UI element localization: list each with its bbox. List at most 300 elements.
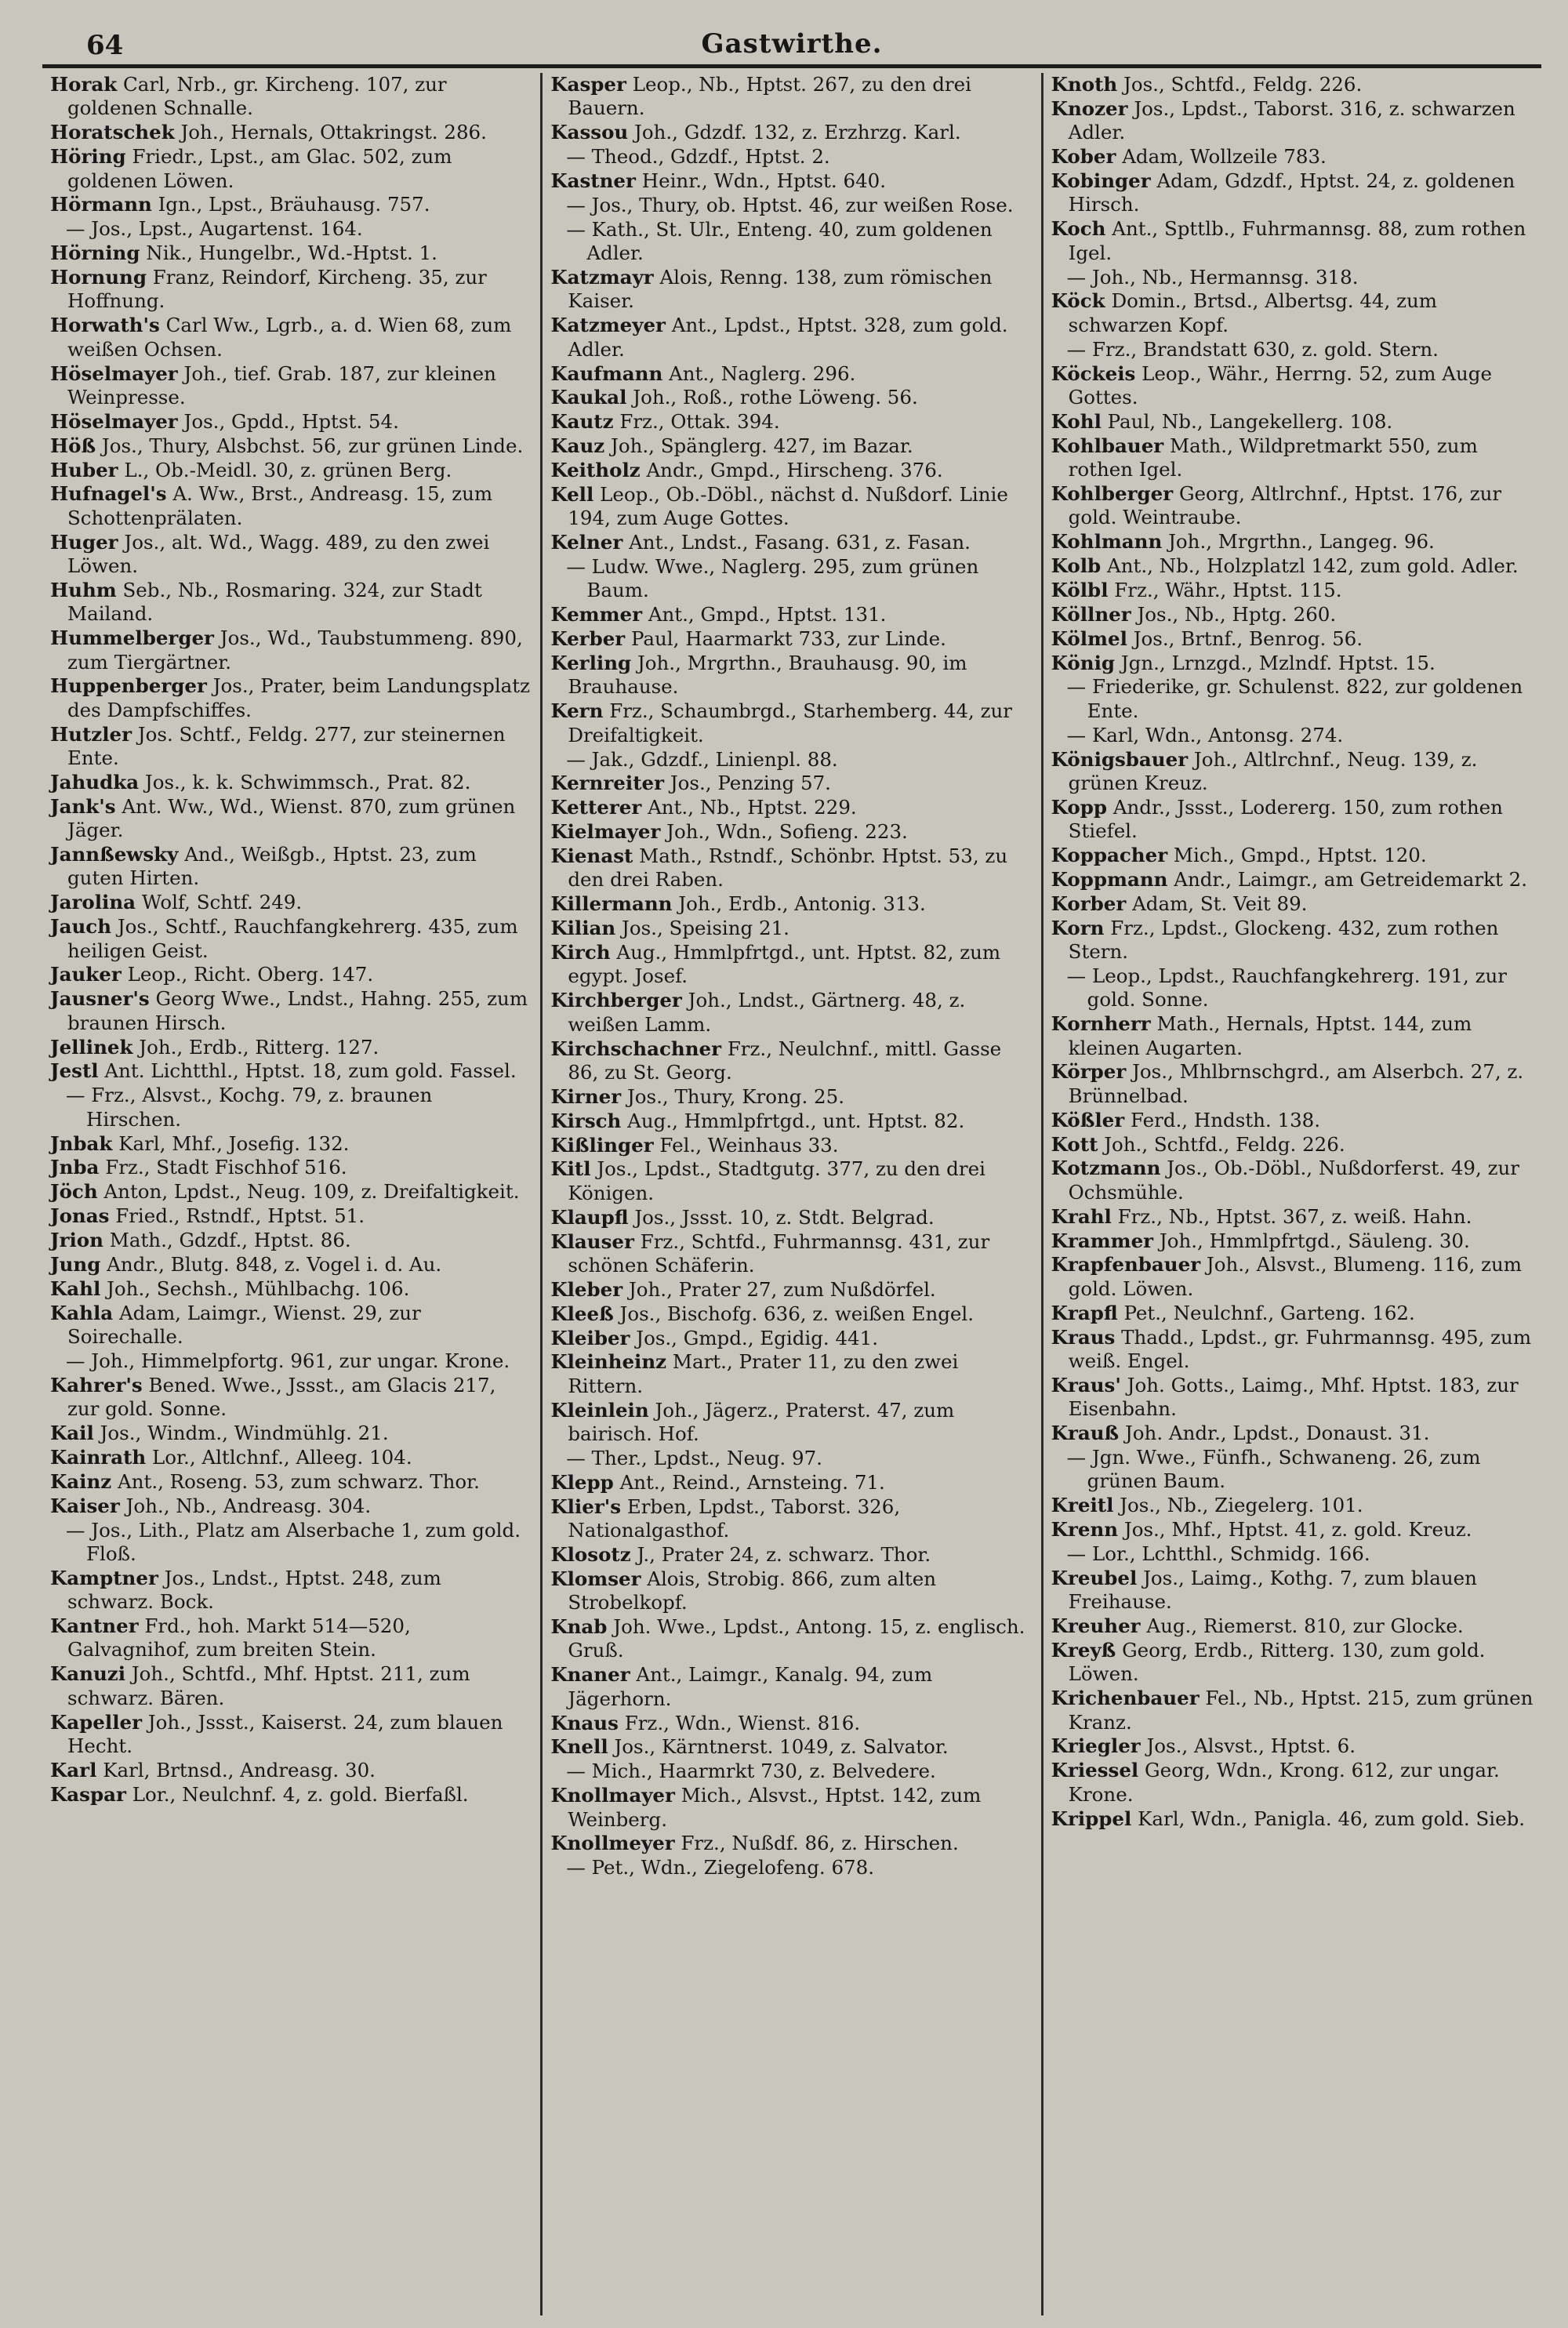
entry-text: Joh., Mrgrthn., Brauhausg. 90, im Brauhause. (568, 652, 967, 699)
directory-entry (1051, 796, 1534, 844)
entry-name: Krenn (1051, 1518, 1119, 1541)
entry-text: Jos., Lpdst., Taborst. 316, z. schwarzen Adler. (1068, 96, 1515, 144)
entry-name: Kopp (1051, 795, 1108, 819)
entry-text: Joh., Schtfd., Mhf. Hptst. 211, zum schwarz. Bären. (67, 1662, 470, 1709)
entry-name: Krahl (1051, 1204, 1112, 1228)
entry-name: Kahrer's (50, 1373, 143, 1396)
entry-text: Mich., Gmpd., Hptst. 120. (1173, 844, 1427, 866)
entry-text: Thadd., Lpdst., gr. Fuhrmannsg. 495, zum weiß. Engel. (1068, 1325, 1532, 1372)
directory-entry (1051, 1807, 1534, 1831)
entry-name: Kemmer (550, 603, 643, 626)
entry-name: Kreubel (1051, 1566, 1138, 1589)
entry-name: Huger (50, 530, 118, 554)
entry-name: Jellinek (50, 1035, 133, 1059)
entry-text: Domin., Brtsd., Albertsg. 44, zum schwarzen Kopf. (1068, 289, 1438, 336)
directory-entry (1051, 1759, 1534, 1807)
entry-text: Jos., Ob.-Döbl., Nußdorferst. 49, zur Ochsmühle. (1068, 1157, 1519, 1204)
directory-entry (50, 1519, 532, 1567)
directory-entry (550, 1206, 1033, 1229)
entry-name: Knab (550, 1615, 608, 1638)
entry-text: Frz., Nb., Hptst. 367, z. weiß. Hahn. (1117, 1204, 1472, 1228)
entry-text: — Ther., Lpdst., Neug. 97. (566, 1446, 822, 1469)
entry-name: Jausner's (50, 987, 150, 1011)
entry-text: Frz., Stadt Fischhof 516. (105, 1156, 347, 1179)
directory-entry (550, 603, 1033, 626)
entry-text: Joh., Mrgrthn., Langeg. 96. (1168, 530, 1435, 554)
entry-name: Kreuher (1051, 1614, 1141, 1637)
directory-entry (50, 1253, 532, 1277)
directory-entry (1051, 97, 1534, 145)
entry-name: Klier's (550, 1494, 622, 1518)
entry-name: Jauker (50, 963, 122, 986)
directory-entry (50, 723, 532, 771)
entry-text: Fried., Rstndf., Hptst. 51. (115, 1204, 365, 1228)
entry-text: Aug., Hmmlpfrtgd., unt. Hptst. 82. (627, 1109, 965, 1132)
directory-entry (1051, 289, 1534, 337)
directory-entry (1051, 266, 1534, 289)
entry-name: Krapfenbauer (1051, 1253, 1201, 1277)
directory-entry (550, 531, 1033, 554)
entry-text: Ant., Laimgr., Kanalg. 94, zum Jägerhorn. (568, 1663, 933, 1710)
entry-name: Klosotz (550, 1542, 631, 1566)
entry-name: Kerber (550, 627, 626, 651)
entry-text: Joh., Erdb., Antonig. 313. (678, 892, 926, 916)
directory-entry (1051, 1157, 1534, 1204)
directory-entry (550, 483, 1033, 531)
entry-name: Köllner (1051, 602, 1131, 626)
entry-text: Georg, Altlrchnf., Hptst. 176, zur gold. Weintraube. (1068, 481, 1502, 529)
entry-name: Kobinger (1051, 169, 1151, 192)
entry-text: Erben, Lpdst., Taborst. 326, Nationalgasthof. (568, 1494, 901, 1542)
directory-entry (50, 915, 532, 963)
directory-entry (1051, 1542, 1534, 1566)
entry-text: Frz., Währ., Hptst. 115. (1114, 578, 1342, 601)
entry-text: Mich., Alsvst., Hptst. 142, zum Weinberg. (568, 1784, 982, 1831)
entry-name: Jöch (50, 1180, 98, 1204)
entry-name: Jank's (50, 794, 116, 818)
entry-text: Joh., Nb., Andreasg. 304. (125, 1494, 372, 1517)
directory-entry (50, 1374, 532, 1422)
directory-entry (550, 820, 1033, 844)
entry-name: Jonas (50, 1204, 110, 1228)
directory-entry (50, 1494, 532, 1518)
directory-entry (1051, 1639, 1534, 1687)
entry-text: Jos., Gmpd., Egidig. 441. (636, 1326, 879, 1349)
entry-text: — Jos., Lpst., Augartenst. 164. (66, 217, 363, 241)
directory-entry (50, 1567, 532, 1614)
directory-entry (50, 362, 532, 410)
entry-text: Karl, Brtnsd., Andreasg. 30. (103, 1758, 376, 1781)
entry-text: Leop., Richt. Oberg. 147. (127, 963, 374, 986)
directory-entry (550, 892, 1033, 916)
entry-name: Kail (50, 1422, 94, 1444)
directory-entry (50, 410, 532, 434)
entry-name: Kell (550, 482, 594, 506)
directory-entry (550, 1278, 1033, 1302)
entry-text: Ferd., Hndsth. 138. (1130, 1108, 1321, 1131)
directory-entry (1051, 1374, 1534, 1422)
entry-text: Math., Rstndf., Schönbr. Hptst. 53, zu den drei Raben. (568, 844, 1008, 892)
directory-entry (1051, 530, 1534, 554)
directory-entry (1051, 868, 1534, 892)
directory-entry (1051, 1614, 1534, 1638)
directory-entry (50, 1470, 532, 1494)
directory-entry (50, 217, 532, 241)
entry-text: Jos., Thury, Krong. 25. (626, 1084, 845, 1108)
entry-text: Jos., Gpdd., Hptst. 54. (183, 409, 399, 433)
directory-entry (550, 844, 1033, 892)
entry-text: Jos., Kärntnerst. 1049, z. Salvator. (614, 1735, 949, 1759)
entry-text: Math., Hernals, Hptst. 144, zum kleinen Augarten. (1068, 1012, 1472, 1059)
directory-entry (550, 386, 1033, 409)
entry-name: Killermann (550, 892, 673, 916)
entry-name: Kotzmann (1051, 1157, 1161, 1180)
directory-entry (1051, 217, 1534, 265)
directory-entry (50, 1084, 532, 1131)
entry-name: Krauß (1051, 1422, 1120, 1444)
entry-name: Kohlberger (1051, 481, 1174, 505)
entry-text: Ign., Lpst., Bräuhausg. 757. (158, 193, 430, 216)
directory-entry (550, 1495, 1033, 1543)
entry-text: Joh., Erdb., Ritterg. 127. (139, 1035, 379, 1059)
entry-name: Kirchschachner (550, 1037, 722, 1060)
directory-entry (50, 579, 532, 626)
entry-text: Mart., Prater 11, zu den zwei Rittern. (568, 1350, 959, 1397)
directory-entry (50, 963, 532, 986)
entry-name: Kielmayer (550, 820, 661, 844)
entry-text: Franz, Reindorf, Kircheng. 35, zur Hoffnung. (67, 266, 487, 313)
entry-text: Georg, Erdb., Ritterg. 130, zum gold. Löwen. (1068, 1638, 1486, 1686)
directory-entry (550, 796, 1033, 819)
entry-text: Jgn., Lrnzgd., Mzlndf. Hptst. 15. (1120, 651, 1436, 674)
directory-entry (550, 1110, 1033, 1133)
directory-entry (550, 459, 1033, 482)
directory-entry (50, 1783, 532, 1807)
entry-text: J., Prater 24, z. schwarz. Thor. (637, 1542, 931, 1566)
entry-name: Kölmel (1051, 626, 1127, 650)
directory-entry (50, 843, 532, 891)
entry-text: — Mich., Haarmrkt 730, z. Belvedere. (566, 1760, 936, 1783)
directory-entry (550, 772, 1033, 795)
directory-entry (50, 1229, 532, 1252)
entry-name: Hörmann (50, 193, 152, 216)
directory-entry (50, 266, 532, 314)
directory-entry (50, 145, 532, 193)
entry-text: Jos. Schtf., Feldg. 277, zur steinernen Ente. (67, 722, 506, 769)
entry-name: Klauser (550, 1229, 634, 1253)
directory-entry (1051, 1518, 1534, 1542)
directory-entry (550, 1712, 1033, 1735)
page-number: 64 (86, 30, 124, 61)
directory-entry (1051, 1326, 1534, 1374)
directory-entry (550, 314, 1033, 361)
entry-name: Krammer (1051, 1229, 1154, 1252)
entry-name: Kohl (1051, 409, 1102, 433)
entry-text: L., Ob.-Meidl. 30, z. grünen Berg. (124, 458, 452, 481)
entry-text: Aug., Riemerst. 810, zur Glocke. (1146, 1614, 1464, 1637)
directory-entry (550, 218, 1033, 266)
entry-text: Nik., Hungelbr., Wd.-Hptst. 1. (146, 242, 437, 265)
entry-name: Kaufmann (550, 361, 663, 385)
entry-name: Krapfl (1051, 1301, 1118, 1324)
entry-name: Huber (50, 458, 118, 481)
directory-entry (50, 987, 532, 1035)
directory-entry (550, 652, 1033, 699)
entry-name: Klaupfl (550, 1205, 629, 1229)
directory-entry (1051, 1302, 1534, 1325)
entry-text: Ant., Lpdst., Hptst. 328, zum gold. Adler. (568, 314, 1008, 361)
entry-text: Joh. Gotts., Laimg., Mhf. Hptst. 183, zur Eisenbahn. (1068, 1373, 1519, 1421)
entry-name: Königsbauer (1051, 747, 1189, 771)
entry-name: Horak (50, 73, 118, 96)
directory-entry (550, 748, 1033, 772)
page-header (42, 22, 1541, 68)
entry-text: Frz., Wdn., Wienst. 816. (624, 1711, 861, 1734)
entry-name: Kamptner (50, 1566, 158, 1589)
entry-text: — Jos., Lith., Platz am Alserbache 1, zum gold. Floß. (66, 1518, 521, 1565)
entry-text: Ant., Naglerg. 296. (669, 361, 856, 385)
directory-entry (550, 434, 1033, 458)
directory-entry (1051, 338, 1534, 361)
entry-name: Keitholz (550, 459, 641, 481)
directory-entry (1051, 1133, 1534, 1157)
entry-text: Joh., Hernals, Ottakringst. 286. (180, 121, 487, 144)
directory-entry (550, 1471, 1033, 1494)
directory-entry (50, 1614, 532, 1662)
entry-text: — Jgn. Wwe., Fünfh., Schwaneng. 26, zum grünen Baum. (1066, 1445, 1481, 1493)
entry-text: Joh., Prater 27, zum Nußdörfel. (628, 1277, 936, 1301)
entry-text: Jos., Lndst., Hptst. 248, zum schwarz. Bock. (67, 1566, 441, 1614)
entry-text: Ant. Lichtthl., Hptst. 18, zum gold. Fassel. (104, 1059, 517, 1083)
entry-name: Kern (550, 699, 604, 723)
entry-name: Jannßewsky (50, 843, 179, 866)
entry-text: Frz., Neulchnf., mittl. Gasse 86, zu St. Georg. (568, 1037, 1002, 1084)
entry-name: Köckeis (1051, 361, 1136, 385)
entry-name: Kreitl (1051, 1494, 1114, 1517)
directory-entry (550, 1230, 1033, 1278)
entry-text: Jos., Mhlbrnschgrd., am Alserbch. 27, z. Brünnelbad. (1068, 1060, 1524, 1107)
entry-text: Joh. Wwe., Lpdst., Antong. 15, z. englisch. Gruß. (568, 1615, 1025, 1662)
entry-text: Joh., Gdzdf. 132, z. Erzhrzg. Karl. (634, 121, 961, 144)
directory-entry (50, 1302, 532, 1349)
entry-name: Kißlinger (550, 1133, 654, 1157)
entry-text: — Frz., Alsvst., Kochg. 79, z. braunen Hirschen. (66, 1084, 433, 1131)
entry-text: Ant., Nb., Hptst. 229. (648, 796, 857, 819)
entry-name: Katzmeyer (550, 314, 666, 337)
entry-text: Joh., tief. Grab. 187, zur kleinen Weinpresse. (67, 361, 496, 409)
entry-text: Lor., Neulchnf. 4, z. gold. Bierfaßl. (132, 1782, 469, 1806)
entry-text: Ant., Roseng. 53, zum schwarz. Thor. (118, 1469, 480, 1493)
entry-text: Adam, Gdzdf., Hptst. 24, z. goldenen Hirsch. (1068, 169, 1515, 216)
entry-text: Jos., Penzing 57. (670, 772, 831, 795)
entry-name: Krippel (1051, 1807, 1132, 1830)
entry-text: Jos., Thury, Alsbchst. 56, zur grünen Linde. (101, 434, 524, 457)
directory-entry (1051, 1109, 1534, 1132)
directory-entry (1051, 844, 1534, 867)
entry-name: Höselmayer (50, 361, 178, 385)
entry-text: Adam, St. Veit 89. (1132, 892, 1308, 915)
entry-name: Kreyß (1051, 1638, 1116, 1662)
entry-name: Hornung (50, 266, 147, 289)
entry-name: Korn (1051, 916, 1105, 939)
directory-entry (1051, 724, 1534, 747)
entry-name: Kraus (1051, 1325, 1116, 1349)
entry-text: Ant., Gmpd., Hptst. 131. (648, 603, 887, 626)
entry-text: Frz., Schtfd., Fuhrmannsg. 431, zur schönen Schäferin. (568, 1229, 990, 1277)
entry-text: Pet., Neulchnf., Garteng. 162. (1123, 1301, 1415, 1324)
directory-entry (550, 699, 1033, 747)
directory-entry (1051, 652, 1534, 675)
entry-text: Joh. Andr., Lpdst., Donaust. 31. (1124, 1422, 1430, 1444)
entry-text: — Lor., Lchtthl., Schmidg. 166. (1066, 1542, 1370, 1565)
entry-text: Adam, Laimgr., Wienst. 29, zur Soirechalle. (67, 1301, 421, 1348)
directory-entry (1051, 169, 1534, 217)
entry-name: Kelner (550, 531, 623, 554)
directory-entry (50, 121, 532, 144)
directory-entry (550, 1663, 1033, 1711)
entry-name: Kleeß (550, 1302, 614, 1325)
entry-name: Huhm (50, 578, 117, 601)
entry-text: Fel., Weinhaus 33. (659, 1133, 839, 1157)
directory-entry (50, 1156, 532, 1179)
entry-name: Jahudka (50, 770, 140, 794)
entry-text: Lor., Altlchnf., Alleeg. 104. (152, 1445, 412, 1469)
entry-name: Kölbl (1051, 578, 1109, 601)
entry-name: Kößler (1051, 1108, 1125, 1131)
directory-entry (1051, 362, 1534, 410)
directory-entry (550, 1134, 1033, 1157)
entry-name: Kainrath (50, 1445, 147, 1469)
columns (42, 73, 1541, 2315)
directory-entry (1051, 1687, 1534, 1734)
directory-entry (50, 1059, 532, 1083)
directory-entry (550, 1735, 1033, 1759)
entry-text: Jos., Lpdst., Stadtgutg. 377, zu den drei Königen. (568, 1157, 985, 1204)
entry-text: Joh., Sechsh., Mühlbachg. 106. (107, 1277, 410, 1300)
entry-text: Jos., Windm., Windmühlg. 21. (100, 1422, 389, 1444)
entry-name: Knoth (1051, 73, 1118, 96)
entry-name: Horwath's (50, 314, 160, 337)
directory-entry (550, 169, 1033, 193)
entry-name: Knaus (550, 1711, 619, 1734)
entry-text: Andr., Gmpd., Hirscheng. 376. (646, 459, 943, 481)
directory-entry (550, 917, 1033, 940)
entry-name: Knollmeyer (550, 1832, 675, 1855)
entry-text: — Leop., Lpdst., Rauchfangkehrerg. 191, zur gold. Sonne. (1066, 964, 1508, 1011)
entry-name: Kanuzi (50, 1662, 126, 1686)
directory-entry (1051, 917, 1534, 964)
directory-entry (50, 1204, 532, 1228)
directory-entry (550, 362, 1033, 386)
entry-text: Alois, Strobig. 866, zum alten Strobelkopf. (568, 1567, 937, 1614)
entry-name: Jestl (50, 1059, 99, 1083)
entry-text: Karl, Wdn., Panigla. 46, zum gold. Sieb. (1138, 1807, 1526, 1830)
entry-name: Körper (1051, 1060, 1127, 1084)
directory-entry (50, 531, 532, 579)
directory-entry (550, 194, 1033, 217)
entry-name: Kantner (50, 1614, 139, 1637)
entry-name: Jung (50, 1252, 101, 1276)
entry-name: Kirch (550, 941, 611, 964)
entry-text: Joh., Jssst., Kaiserst. 24, zum blauen Hecht. (67, 1710, 503, 1757)
entry-name: Kaukal (550, 386, 627, 409)
entry-name: Kleinlein (550, 1398, 649, 1422)
entry-name: Kastner (550, 169, 636, 192)
entry-text: Joh., Spänglerg. 427, im Bazar. (611, 434, 913, 458)
entry-text: Andr., Blutg. 848, z. Vogel i. d. Au. (107, 1252, 442, 1276)
column-2 (540, 73, 1040, 2315)
directory-entry (1051, 1253, 1534, 1301)
entry-text: A. Ww., Brst., Andreasg. 15, zum Schottenprälaten. (67, 482, 493, 529)
directory-entry (550, 266, 1033, 314)
directory-entry (1051, 1422, 1534, 1445)
entry-name: Kober (1051, 145, 1116, 169)
entry-name: Kassou (550, 121, 629, 144)
entry-text: Joh., Roß., rothe Löweng. 56. (633, 386, 918, 409)
entry-name: Knaner (550, 1663, 630, 1687)
entry-name: Kraus' (1051, 1373, 1121, 1396)
entry-text: Jos., Jssst. 10, z. Stdt. Belgrad. (634, 1205, 935, 1229)
entry-name: Klepp (550, 1470, 614, 1494)
entry-name: Kaspar (50, 1782, 126, 1806)
entry-name: Kolb (1051, 554, 1102, 577)
entry-name: Knell (550, 1735, 608, 1759)
entry-text: Seb., Nb., Rosmaring. 324, zur Stadt Mailand. (67, 578, 482, 626)
entry-text: Heinr., Wdn., Hptst. 640. (641, 169, 887, 192)
entry-text: — Friederike, gr. Schulenst. 822, zur goldenen Ente. (1066, 675, 1523, 722)
entry-text: Georg Wwe., Lndst., Hahng. 255, zum braunen Hirsch. (67, 987, 528, 1034)
entry-name: Jnbak (50, 1131, 113, 1155)
entry-name: Kitl (550, 1157, 591, 1181)
entry-text: Anton, Lpdst., Neug. 109, z. Dreifaltigkeit. (103, 1180, 520, 1204)
directory-entry (550, 410, 1033, 434)
entry-name: Kleinheinz (550, 1350, 667, 1374)
directory-entry (1051, 892, 1534, 916)
directory-entry (1051, 73, 1534, 96)
directory-entry (50, 674, 532, 722)
directory-entry (550, 1543, 1033, 1567)
directory-entry (50, 891, 532, 914)
directory-entry (550, 1327, 1033, 1350)
directory-entry (50, 1180, 532, 1204)
directory-entry (1051, 1060, 1534, 1108)
running-head: Gastwirthe. (701, 28, 883, 60)
directory-entry (50, 1036, 532, 1059)
entry-text: Jos., Schtfd., Feldg. 226. (1123, 73, 1363, 96)
directory-entry (1051, 748, 1534, 796)
entry-name: Kauz (550, 434, 605, 458)
directory-entry (550, 627, 1033, 651)
entry-text: Alois, Renng. 138, zum römischen Kaiser. (568, 266, 993, 313)
directory-entry (1051, 627, 1534, 651)
directory-entry (1051, 603, 1534, 626)
entry-name: Horatschek (50, 121, 175, 144)
directory-entry (550, 989, 1033, 1037)
directory-entry (550, 121, 1033, 144)
entry-text: Jos., Prater, beim Landungsplatz des Dampfschiffes. (67, 674, 531, 721)
entry-text: Jos., k. k. Schwimmsch., Prat. 82. (144, 770, 471, 794)
directory-entry (550, 555, 1033, 603)
entry-text: — Kath., St. Ulr., Enteng. 40, zum goldenen Adler. (566, 217, 993, 265)
entry-text: Carl Ww., Lgrb., a. d. Wien 68, zum weißen Ochsen. (67, 314, 512, 361)
entry-text: Bened. Wwe., Jssst., am Glacis 217, zur gold. Sonne. (67, 1373, 496, 1421)
directory-entry (1051, 434, 1534, 482)
entry-text: — Jos., Thury, ob. Hptst. 46, zur weißen Rose. (566, 193, 1014, 216)
entry-text: Jos., Alsvst., Hptst. 6. (1146, 1734, 1356, 1758)
entry-name: Karl (50, 1758, 97, 1781)
directory-entry (50, 1662, 532, 1710)
directory-entry (550, 1760, 1033, 1783)
